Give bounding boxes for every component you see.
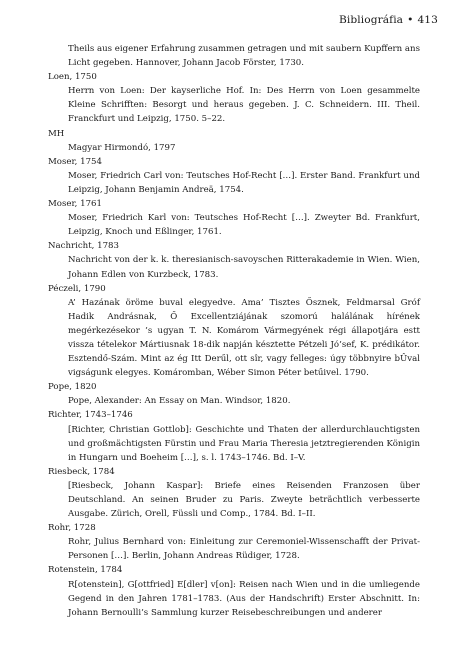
running-head-section: Bibliográfia: [339, 14, 404, 26]
entry-text: Moser, Friedrich Karl von: Teutsches Hof-Recht […]. Zweyter Bd. Frankfurt, Leipzig, Knoch und Eßlinger, 1761.: [68, 213, 420, 238]
entry-text: R[otenstein], G[ottfried] E[dler] v[on]: Reisen nach Wien und in die umliegende Gegend in den Jahren 1781–1783. (Aus der Handschrift) Erster Abschnitt. In: Johann Bernoulli’s Sammlung kurzer Reisebeschreibungen und anderer: [68, 579, 420, 618]
entry-text: A’ Hazának öröme buval elegyedve. Ama’ Tisztes Ősznek, Feldmarsal Gróf Hadik Andrásnak, Ő Excellentziájának szomorú halálának hírének megérkezésekor ’s ugyan T. N. Komárom Vármegyének régi állapotjára estt vissza tételekor Mártiusnak 18-dik napján késztette Pétzeli Jó’sef, K. prédikátor. Esztendő-Szám. Mint az ég Itt Derűl, ott sîr, vagy felleges: úgy többnyire bÛval vigságunk elegyes. Komáromban, Wéber Simon Péter betűivel. 1790.: [68, 297, 420, 379]
entry-text: Rohr, Julius Bernhard von: Einleitung zur Ceremoniel-Wissenschafft der Privat-Personen […]. Berlin, Johann Andreas Rüdiger, 1728.: [68, 537, 420, 562]
entry-key: Moser, 1761: [48, 199, 102, 210]
bibliography-entry: [48, 239, 420, 281]
bibliography-entry: [48, 127, 420, 155]
bibliography-entry: [68, 42, 420, 70]
entry-key: Pope, 1820: [48, 382, 97, 393]
page-number: 413: [417, 14, 438, 26]
entry-text: Moser, Friedrich Carl von: Teutsches Hof-Recht […]. Erster Band. Frankfurt und Leipzig, Johann Benjamin Andreä, 1754.: [68, 170, 420, 195]
bibliography-entry: [48, 155, 420, 197]
entry-key: Richter, 1743–1746: [48, 410, 133, 421]
running-head: [339, 14, 438, 26]
bibliography-list: [48, 42, 420, 620]
entry-key: Loen, 1750: [48, 72, 97, 83]
entry-text: Nachricht von der k. k. theresianisch-savoyschen Ritterakademie in Wien. Wien, Johann Edlen von Kurzbeck, 1783.: [68, 255, 420, 280]
entry-text: Theils aus eigener Erfahrung zusammen getragen und mit saubern Kupffern ans Licht gegeben. Hannover, Johann Jacob Förster, 1730.: [68, 44, 420, 69]
bibliography-entry: [48, 521, 420, 563]
entry-text: [Riesbeck, Johann Kaspar]: Briefe eines Reisenden Franzosen über Deutschland. An seinen Bruder zu Paris. Zweyte beträchtlich verbesserte Ausgabe. Zürich, Orell, Füssli und Comp., 1784. Bd. I–II.: [68, 480, 420, 520]
entry-text: Herrn von Loen: Der kayserliche Hof. In: Des Herrn von Loen gesammelte Kleine Schrifften: Besorgt und heraus gegeben. J. C. Schneidern. III. Theil. Franckfurt und Leipzig, 1750. 5–22.: [68, 86, 420, 125]
bibliography-entry: [48, 70, 420, 126]
entry-text: Magyar Hirmondó, 1797: [68, 142, 176, 153]
bibliography-entry: [48, 197, 420, 239]
bibliography-entry: [48, 380, 420, 408]
running-head-separator: •: [407, 14, 414, 26]
entry-key: Rohr, 1728: [48, 523, 96, 534]
bibliography-entry: [48, 282, 420, 381]
entry-key: Moser, 1754: [48, 156, 102, 167]
entry-text: Pope, Alexander: An Essay on Man. Windsor, 1820.: [68, 396, 291, 407]
bibliography-entry: [48, 563, 420, 619]
entry-key: MH: [48, 128, 65, 139]
entry-key: Péczeli, 1790: [48, 283, 106, 294]
bibliography-entry: [48, 465, 420, 521]
entry-text: [Richter, Christian Gottlob]: Geschichte und Thaten der allerdurchlauchtigsten und großmächtigsten Fürstin und Frau Maria Theresia jetztregierenden Königin in Hungarn und Boeheim […], s. l. 1743–1746. Bd. I–V.: [68, 424, 420, 463]
entry-key: Rotenstein, 1784: [48, 565, 123, 576]
entry-key: Nachricht, 1783: [48, 241, 119, 252]
bibliography-entry: [48, 408, 420, 464]
entry-key: Riesbeck, 1784: [48, 466, 115, 477]
